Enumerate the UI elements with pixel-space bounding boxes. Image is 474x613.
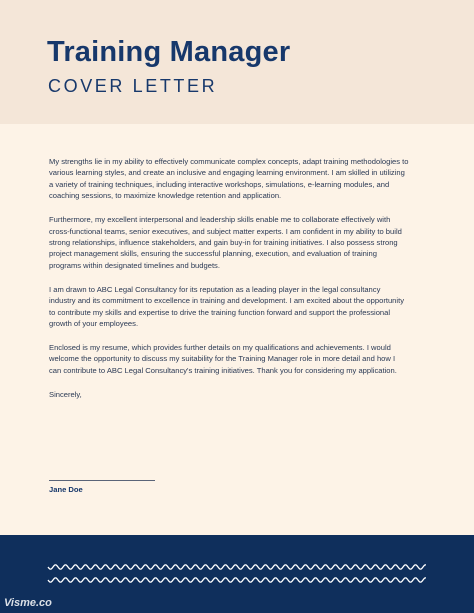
letter-closing: Sincerely, [49, 389, 82, 399]
wave-line-top [48, 565, 426, 569]
letter-paragraph-1: My strengths lie in my ability to effectively communicate complex concepts, adapt training methodologies to various learning styles, and create an inclusive and engaging learning environment. I am skilled in utilizing a variety of training techniques, including interactive workshops, simulations, e-learning modules, and coaching sessions, to maximize knowledge retention and application. [49, 157, 409, 201]
page-title: Training Manager [47, 36, 291, 68]
letter-paragraph-4: Enclosed is my resume, which provides further details on my qualifications and achievements. I would welcome the opportunity to discuss my suitability for the Training Manager role in more detail and how I can contribute to ABC Legal Consultancy's training initiatives. Thank you for considering my application. [49, 343, 397, 375]
brand-watermark: Visme.co [4, 597, 52, 609]
wave-line-icon [0, 535, 474, 613]
signature-line [49, 480, 155, 481]
page-subtitle: COVER LETTER [48, 76, 218, 96]
letter-body [49, 156, 409, 413]
footer-band [0, 535, 474, 613]
header-band [0, 0, 474, 124]
letter-paragraph-2: Furthermore, my excellent interpersonal and leadership skills enable me to collaborate effectively with cross-functional teams, senior executives, and subject matter experts. I am confident in my ability to build strong relationships, influence stakeholders, and gain buy-in for training initiatives. I also possess strong project management skills, ensuring the successful planning, execution, and evaluation of training programs within designated timelines and budgets. [49, 215, 402, 270]
letter-paragraph-3: I am drawn to ABC Legal Consultancy for its reputation as a leading player in the legal consultancy industry and its commitment to excellence in training and development. I am excited about the opportunity to contribute my skills and expertise to drive the training function forward and support the professional growth of your employees. [49, 284, 404, 329]
signature-name: Jane Doe [49, 485, 83, 494]
wave-line-bottom [48, 578, 426, 582]
